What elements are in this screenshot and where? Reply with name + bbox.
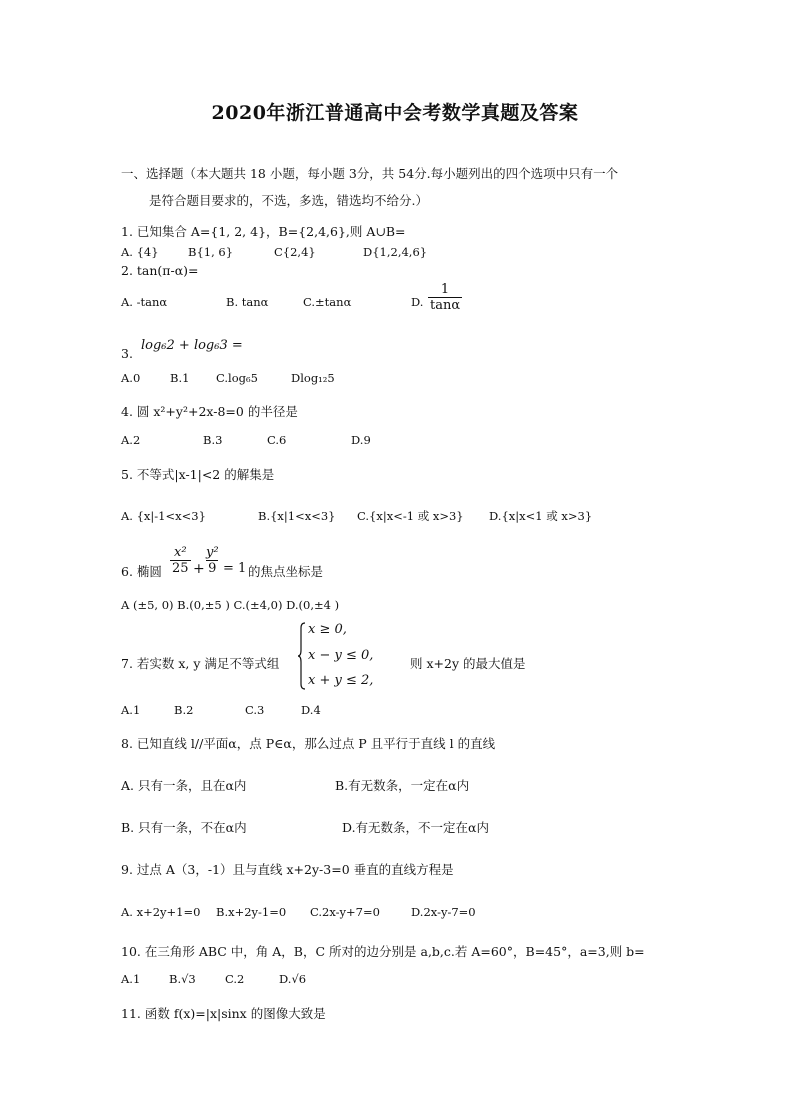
q2-option-d-prefix: D. xyxy=(411,295,424,309)
q6-stem xyxy=(121,545,421,581)
q4-option-b: B.3 xyxy=(203,433,223,447)
q6-plus: + xyxy=(193,561,205,577)
q7-constraint-1: x ≥ 0, xyxy=(308,622,347,637)
q10-option-d: D.√6 xyxy=(279,972,307,986)
q9-stem: 9. 过点 A（3，-1）且与直线 x+2y-3=0 垂直的直线方程是 xyxy=(121,862,454,877)
q8-stem: 8. 已知直线 l//平面α，点 P∈α，那么过点 P 且平行于直线 l 的直线 xyxy=(121,736,496,751)
q3-expression: log₆2 + log₆3 = xyxy=(141,338,243,353)
q2-option-d xyxy=(411,294,423,310)
q8-options-row1 xyxy=(121,778,621,794)
q9-option-c: C.2x-y+7=0 xyxy=(310,905,380,919)
q5-option-b: B.{x|1<x<3} xyxy=(258,509,336,523)
q7-option-c: C.3 xyxy=(245,703,265,717)
q6-equals-one: = 1 xyxy=(223,561,247,576)
q2-stem: 2. tan(π-α)= xyxy=(121,263,199,278)
q2-option-d-fraction xyxy=(427,282,463,313)
q5-stem: 5. 不等式|x-1|<2 的解集是 xyxy=(121,467,275,482)
q3-option-a: A.0 xyxy=(121,371,141,385)
q1-option-d: D{1,2,4,6} xyxy=(363,245,428,259)
q7-inequality-system xyxy=(298,622,398,692)
q3-stem xyxy=(121,338,421,362)
q6-prefix: 6. 椭圆 xyxy=(121,564,162,579)
q9-option-b: B.x+2y-1=0 xyxy=(216,905,287,919)
q2-option-a: A. -tanα xyxy=(121,295,168,309)
left-brace-icon xyxy=(298,622,306,690)
q3-options xyxy=(121,370,521,386)
q6-f1-numerator: x² xyxy=(174,545,187,560)
q8-options-row2 xyxy=(121,820,621,836)
q9-options xyxy=(121,904,621,920)
q3-number: 3. xyxy=(121,346,133,361)
q10-option-a: A.1 xyxy=(121,972,141,986)
q8-option-a: A. 只有一条，且在α内 xyxy=(121,778,247,793)
page-title: 2020年浙江普通高中会考数学真题及答案 xyxy=(211,102,579,124)
q3-option-b: B.1 xyxy=(170,371,190,385)
q10-option-c: C.2 xyxy=(225,972,245,986)
q7-option-a: A.1 xyxy=(121,703,141,717)
q10-options xyxy=(121,971,521,987)
q8-option-d: D.有无数条，不一定在α内 xyxy=(342,820,489,835)
q7-suffix: 则 x+2y 的最大值是 xyxy=(410,656,526,671)
q5-option-a: A. {x|-1<x<3} xyxy=(121,509,206,523)
q4-option-d: D.9 xyxy=(351,433,371,447)
q4-options xyxy=(121,432,521,448)
q4-option-c: C.6 xyxy=(267,433,287,447)
q7-prefix: 7. 若实数 x, y 满足不等式组 xyxy=(121,656,280,671)
q1-option-a: A. {4} xyxy=(121,245,159,259)
q2-d-denominator: tanα xyxy=(430,298,461,313)
q6-fraction-y xyxy=(203,545,222,576)
q4-option-a: A.2 xyxy=(121,433,141,447)
q3-option-c: C.log₆5 xyxy=(216,371,258,385)
section-heading-line1: 一、选择题（本大题共 18 小题，每小题 3分，共 54分.每小题列出的四个选项中只有一个 xyxy=(121,166,619,181)
q1-options xyxy=(121,244,521,260)
q1-option-b: B{1, 6} xyxy=(188,245,234,259)
q6-options: A (±5, 0) B.(0,±5 ) C.(±4,0) D.(0,±4 ) xyxy=(121,598,340,612)
q5-options xyxy=(121,508,681,524)
q4-stem: 4. 圆 x²+y²+2x-8=0 的半径是 xyxy=(121,404,298,419)
q8-option-c: B. 只有一条，不在α内 xyxy=(121,820,247,835)
q8-option-b: B.有无数条，一定在α内 xyxy=(335,778,470,793)
q9-option-a: A. x+2y+1=0 xyxy=(121,905,201,919)
q1-stem: 1. 已知集合 A={1, 2, 4}，B={2,4,6},则 A∪B= xyxy=(121,224,406,239)
q1-option-c: C{2,4} xyxy=(274,245,316,259)
q6-fraction-x xyxy=(169,545,192,576)
q7-constraint-2: x − y ≤ 0, xyxy=(308,648,374,663)
q2-option-b: B. tanα xyxy=(226,295,269,309)
q6-suffix: 的焦点坐标是 xyxy=(248,564,324,579)
q10-option-b: B.√3 xyxy=(169,972,196,986)
q2-d-numerator: 1 xyxy=(440,282,450,297)
q7-options xyxy=(121,702,521,718)
q3-option-d: Dlog₁₂5 xyxy=(291,371,335,385)
q7-option-b: B.2 xyxy=(174,703,194,717)
q5-option-d: D.{x|x<1 或 x>3} xyxy=(489,509,593,523)
section-heading-line2: 是符合题目要求的，不选，多选，错选均不给分.） xyxy=(149,193,428,208)
q2-options xyxy=(121,282,521,328)
q7-option-d: D.4 xyxy=(301,703,321,717)
q9-option-d: D.2x-y-7=0 xyxy=(411,905,476,919)
q2-option-c: C.±tanα xyxy=(303,295,352,309)
q6-f1-denominator: 25 xyxy=(172,561,189,576)
q6-f2-denominator: 9 xyxy=(208,561,217,576)
q10-stem: 10. 在三角形 ABC 中，角 A，B，C 所对的边分别是 a,b,c.若 A=60°，B=45°，a=3,则 b= xyxy=(121,944,645,959)
q5-option-c: C.{x|x<-1 或 x>3} xyxy=(357,509,464,523)
q7-constraint-3: x + y ≤ 2, xyxy=(308,673,374,688)
q6-f2-numerator: y² xyxy=(206,545,219,560)
q11-stem: 11. 函数 f(x)=|x|sinx 的图像大致是 xyxy=(121,1006,326,1021)
